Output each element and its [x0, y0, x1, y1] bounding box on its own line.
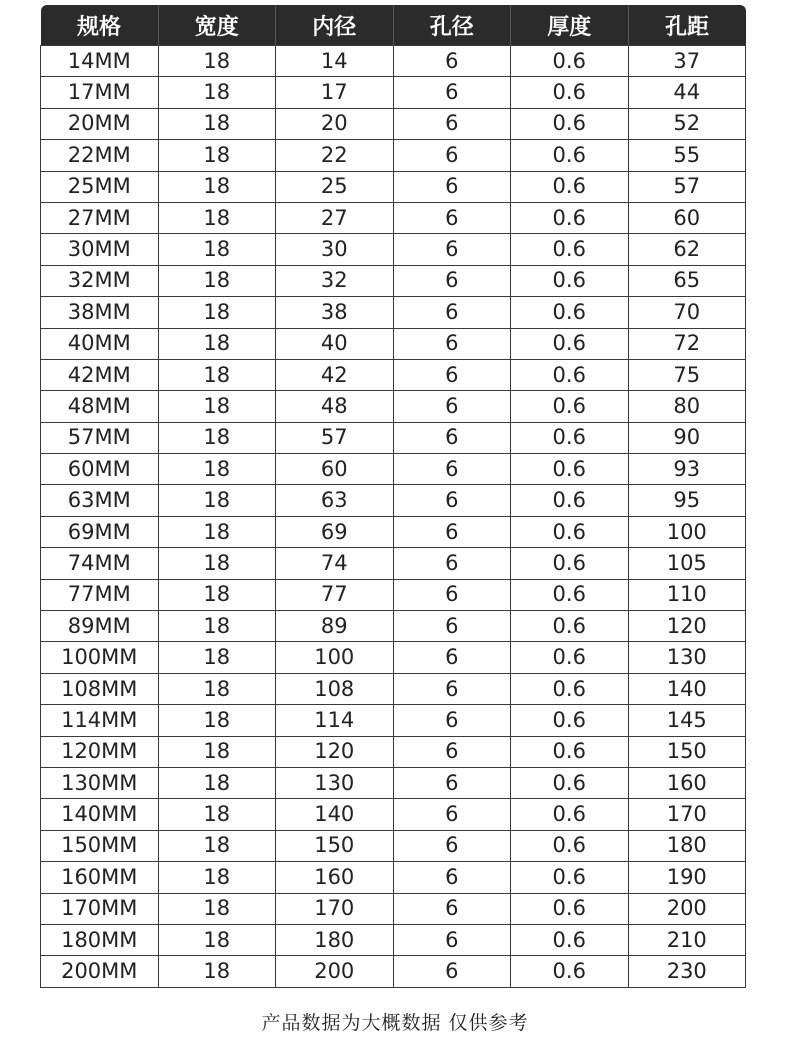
table-cell-hole-spacing: 105	[628, 548, 746, 579]
table-cell-thickness: 0.6	[511, 454, 629, 485]
table-cell-width: 18	[158, 359, 276, 390]
table-cell-hole-spacing: 80	[628, 391, 746, 422]
table-cell-thickness: 0.6	[511, 171, 629, 202]
table-cell-spec: 32MM	[41, 265, 159, 296]
table-cell-inner-diameter: 32	[276, 265, 394, 296]
table-cell-spec: 17MM	[41, 77, 159, 108]
table-cell-inner-diameter: 25	[276, 171, 394, 202]
table-cell-spec: 180MM	[41, 924, 159, 955]
table-cell-width: 18	[158, 77, 276, 108]
table-cell-width: 18	[158, 297, 276, 328]
table-row	[41, 485, 746, 516]
table-cell-hole-diameter: 6	[393, 673, 511, 704]
table-row	[41, 328, 746, 359]
table-cell-width: 18	[158, 611, 276, 642]
table-cell-inner-diameter: 20	[276, 108, 394, 139]
table-cell-inner-diameter: 38	[276, 297, 394, 328]
table-cell-thickness: 0.6	[511, 234, 629, 265]
table-cell-thickness: 0.6	[511, 140, 629, 171]
table-cell-hole-diameter: 6	[393, 422, 511, 453]
table-cell-hole-spacing: 57	[628, 171, 746, 202]
table-cell-hole-diameter: 6	[393, 485, 511, 516]
table-row	[41, 140, 746, 171]
table-row	[41, 579, 746, 610]
table-cell-width: 18	[158, 736, 276, 767]
table-cell-hole-spacing: 52	[628, 108, 746, 139]
table-cell-width: 18	[158, 485, 276, 516]
table-cell-hole-diameter: 6	[393, 767, 511, 798]
table-cell-hole-diameter: 6	[393, 328, 511, 359]
table-row	[41, 736, 746, 767]
table-cell-hole-spacing: 65	[628, 265, 746, 296]
table-cell-hole-spacing: 200	[628, 893, 746, 924]
table-cell-hole-spacing: 44	[628, 77, 746, 108]
table-cell-spec: 69MM	[41, 516, 159, 547]
table-row	[41, 454, 746, 485]
table-cell-width: 18	[158, 516, 276, 547]
table-cell-hole-diameter: 6	[393, 454, 511, 485]
table-cell-width: 18	[158, 202, 276, 233]
table-row	[41, 862, 746, 893]
table-cell-inner-diameter: 69	[276, 516, 394, 547]
table-cell-thickness: 0.6	[511, 799, 629, 830]
table-cell-hole-diameter: 6	[393, 46, 511, 77]
table-cell-width: 18	[158, 705, 276, 736]
table-cell-hole-spacing: 60	[628, 202, 746, 233]
table-cell-thickness: 0.6	[511, 705, 629, 736]
table-cell-spec: 25MM	[41, 171, 159, 202]
table-cell-inner-diameter: 22	[276, 140, 394, 171]
table-cell-spec: 140MM	[41, 799, 159, 830]
table-row	[41, 767, 746, 798]
table-cell-hole-spacing: 37	[628, 46, 746, 77]
table-cell-hole-diameter: 6	[393, 359, 511, 390]
table-cell-thickness: 0.6	[511, 391, 629, 422]
table-cell-spec: 77MM	[41, 579, 159, 610]
table-cell-hole-spacing: 93	[628, 454, 746, 485]
table-cell-spec: 42MM	[41, 359, 159, 390]
table-row	[41, 611, 746, 642]
table-row	[41, 46, 746, 77]
table-cell-inner-diameter: 74	[276, 548, 394, 579]
table-cell-hole-diameter: 6	[393, 705, 511, 736]
table-cell-thickness: 0.6	[511, 893, 629, 924]
table-cell-thickness: 0.6	[511, 265, 629, 296]
table-cell-width: 18	[158, 108, 276, 139]
table-cell-thickness: 0.6	[511, 297, 629, 328]
table-row	[41, 77, 746, 108]
table-cell-hole-diameter: 6	[393, 862, 511, 893]
table-cell-inner-diameter: 40	[276, 328, 394, 359]
table-cell-inner-diameter: 17	[276, 77, 394, 108]
table-cell-spec: 20MM	[41, 108, 159, 139]
table-cell-thickness: 0.6	[511, 516, 629, 547]
table-cell-hole-spacing: 145	[628, 705, 746, 736]
table-cell-width: 18	[158, 579, 276, 610]
table-cell-hole-spacing: 55	[628, 140, 746, 171]
table-cell-hole-spacing: 62	[628, 234, 746, 265]
table-cell-thickness: 0.6	[511, 642, 629, 673]
table-cell-hole-diameter: 6	[393, 171, 511, 202]
table-cell-thickness: 0.6	[511, 202, 629, 233]
table-cell-spec: 63MM	[41, 485, 159, 516]
table-cell-spec: 170MM	[41, 893, 159, 924]
table-cell-hole-diameter: 6	[393, 297, 511, 328]
table-row	[41, 391, 746, 422]
table-cell-thickness: 0.6	[511, 956, 629, 987]
table-cell-spec: 114MM	[41, 705, 159, 736]
table-cell-inner-diameter: 57	[276, 422, 394, 453]
table-cell-hole-diameter: 6	[393, 956, 511, 987]
footnote: 产品数据为大概数据 仅供参考	[261, 1012, 529, 1034]
table-cell-hole-spacing: 210	[628, 924, 746, 955]
header-row	[41, 5, 746, 46]
table-cell-hole-spacing: 90	[628, 422, 746, 453]
table-cell-inner-diameter: 180	[276, 924, 394, 955]
table-cell-width: 18	[158, 862, 276, 893]
table-cell-inner-diameter: 48	[276, 391, 394, 422]
table-cell-thickness: 0.6	[511, 611, 629, 642]
table-cell-width: 18	[158, 893, 276, 924]
table-cell-thickness: 0.6	[511, 673, 629, 704]
table-cell-thickness: 0.6	[511, 422, 629, 453]
table-cell-spec: 89MM	[41, 611, 159, 642]
table-cell-thickness: 0.6	[511, 328, 629, 359]
header-cell-hole-spacing: 孔距	[628, 5, 746, 46]
table-cell-hole-diameter: 6	[393, 234, 511, 265]
table-cell-hole-diameter: 6	[393, 736, 511, 767]
table-cell-inner-diameter: 108	[276, 673, 394, 704]
table-cell-width: 18	[158, 454, 276, 485]
table-cell-inner-diameter: 89	[276, 611, 394, 642]
table-cell-thickness: 0.6	[511, 46, 629, 77]
table-cell-inner-diameter: 100	[276, 642, 394, 673]
table-row	[41, 359, 746, 390]
table-cell-hole-spacing: 95	[628, 485, 746, 516]
table-cell-width: 18	[158, 46, 276, 77]
table-cell-width: 18	[158, 391, 276, 422]
header-cell-width: 宽度	[158, 5, 276, 46]
table-cell-inner-diameter: 160	[276, 862, 394, 893]
table-cell-hole-diameter: 6	[393, 924, 511, 955]
table-cell-hole-spacing: 160	[628, 767, 746, 798]
table-cell-hole-spacing: 120	[628, 611, 746, 642]
table-cell-spec: 200MM	[41, 956, 159, 987]
table-cell-thickness: 0.6	[511, 579, 629, 610]
table-cell-spec: 100MM	[41, 642, 159, 673]
table-cell-spec: 130MM	[41, 767, 159, 798]
table-cell-hole-diameter: 6	[393, 893, 511, 924]
table-cell-inner-diameter: 150	[276, 830, 394, 861]
table-cell-thickness: 0.6	[511, 767, 629, 798]
table-row	[41, 297, 746, 328]
table-row	[41, 108, 746, 139]
table-cell-thickness: 0.6	[511, 108, 629, 139]
table-cell-inner-diameter: 14	[276, 46, 394, 77]
table-cell-width: 18	[158, 548, 276, 579]
table-cell-inner-diameter: 140	[276, 799, 394, 830]
table-cell-inner-diameter: 27	[276, 202, 394, 233]
table-cell-hole-spacing: 230	[628, 956, 746, 987]
table-cell-inner-diameter: 60	[276, 454, 394, 485]
table-row	[41, 956, 746, 987]
table-cell-thickness: 0.6	[511, 77, 629, 108]
table-cell-hole-diameter: 6	[393, 140, 511, 171]
spec-table-body	[41, 46, 746, 988]
table-row	[41, 642, 746, 673]
table-cell-hole-diameter: 6	[393, 799, 511, 830]
table-cell-spec: 160MM	[41, 862, 159, 893]
table-cell-spec: 108MM	[41, 673, 159, 704]
table-cell-hole-diameter: 6	[393, 642, 511, 673]
table-row	[41, 234, 746, 265]
table-cell-spec: 22MM	[41, 140, 159, 171]
table-row	[41, 516, 746, 547]
spec-table	[40, 5, 746, 988]
table-cell-width: 18	[158, 673, 276, 704]
table-row	[41, 893, 746, 924]
table-cell-hole-diameter: 6	[393, 611, 511, 642]
table-row	[41, 705, 746, 736]
table-cell-spec: 60MM	[41, 454, 159, 485]
table-cell-thickness: 0.6	[511, 359, 629, 390]
table-cell-spec: 30MM	[41, 234, 159, 265]
header-cell-thickness: 厚度	[511, 5, 629, 46]
table-cell-hole-spacing: 70	[628, 297, 746, 328]
table-cell-spec: 57MM	[41, 422, 159, 453]
table-cell-hole-diameter: 6	[393, 108, 511, 139]
table-row	[41, 924, 746, 955]
table-cell-spec: 120MM	[41, 736, 159, 767]
table-cell-hole-spacing: 72	[628, 328, 746, 359]
table-cell-width: 18	[158, 799, 276, 830]
table-cell-inner-diameter: 130	[276, 767, 394, 798]
table-cell-spec: 38MM	[41, 297, 159, 328]
table-row	[41, 673, 746, 704]
header-cell-spec: 规格	[41, 5, 159, 46]
table-cell-hole-spacing: 190	[628, 862, 746, 893]
table-cell-inner-diameter: 200	[276, 956, 394, 987]
table-cell-inner-diameter: 170	[276, 893, 394, 924]
table-cell-hole-diameter: 6	[393, 548, 511, 579]
table-cell-inner-diameter: 120	[276, 736, 394, 767]
table-row	[41, 830, 746, 861]
table-cell-width: 18	[158, 830, 276, 861]
table-cell-hole-diameter: 6	[393, 391, 511, 422]
table-cell-hole-diameter: 6	[393, 830, 511, 861]
table-cell-spec: 27MM	[41, 202, 159, 233]
table-cell-hole-spacing: 150	[628, 736, 746, 767]
table-cell-hole-spacing: 75	[628, 359, 746, 390]
table-cell-width: 18	[158, 924, 276, 955]
table-cell-hole-spacing: 110	[628, 579, 746, 610]
header-cell-inner-diameter: 内径	[276, 5, 394, 46]
table-cell-thickness: 0.6	[511, 485, 629, 516]
table-cell-thickness: 0.6	[511, 830, 629, 861]
table-cell-width: 18	[158, 767, 276, 798]
table-cell-inner-diameter: 63	[276, 485, 394, 516]
header-cell-hole-diameter: 孔径	[393, 5, 511, 46]
table-cell-spec: 40MM	[41, 328, 159, 359]
spec-table-header	[41, 5, 746, 46]
table-row	[41, 422, 746, 453]
table-cell-spec: 48MM	[41, 391, 159, 422]
table-cell-hole-diameter: 6	[393, 579, 511, 610]
table-cell-hole-diameter: 6	[393, 516, 511, 547]
table-cell-inner-diameter: 77	[276, 579, 394, 610]
table-cell-spec: 74MM	[41, 548, 159, 579]
table-row	[41, 171, 746, 202]
table-cell-hole-spacing: 140	[628, 673, 746, 704]
table-cell-width: 18	[158, 234, 276, 265]
table-cell-inner-diameter: 114	[276, 705, 394, 736]
table-cell-width: 18	[158, 956, 276, 987]
table-cell-width: 18	[158, 140, 276, 171]
table-cell-hole-diameter: 6	[393, 265, 511, 296]
table-cell-thickness: 0.6	[511, 862, 629, 893]
table-cell-hole-spacing: 180	[628, 830, 746, 861]
table-cell-width: 18	[158, 328, 276, 359]
table-cell-thickness: 0.6	[511, 548, 629, 579]
table-row	[41, 548, 746, 579]
table-cell-spec: 14MM	[41, 46, 159, 77]
table-cell-spec: 150MM	[41, 830, 159, 861]
table-cell-width: 18	[158, 265, 276, 296]
table-cell-width: 18	[158, 642, 276, 673]
table-cell-inner-diameter: 42	[276, 359, 394, 390]
table-cell-inner-diameter: 30	[276, 234, 394, 265]
table-row	[41, 265, 746, 296]
table-row	[41, 202, 746, 233]
table-cell-thickness: 0.6	[511, 924, 629, 955]
table-cell-thickness: 0.6	[511, 736, 629, 767]
table-cell-hole-spacing: 130	[628, 642, 746, 673]
table-cell-hole-spacing: 170	[628, 799, 746, 830]
table-cell-hole-spacing: 100	[628, 516, 746, 547]
table-cell-hole-diameter: 6	[393, 202, 511, 233]
table-row	[41, 799, 746, 830]
table-cell-width: 18	[158, 171, 276, 202]
table-cell-width: 18	[158, 422, 276, 453]
table-cell-hole-diameter: 6	[393, 77, 511, 108]
